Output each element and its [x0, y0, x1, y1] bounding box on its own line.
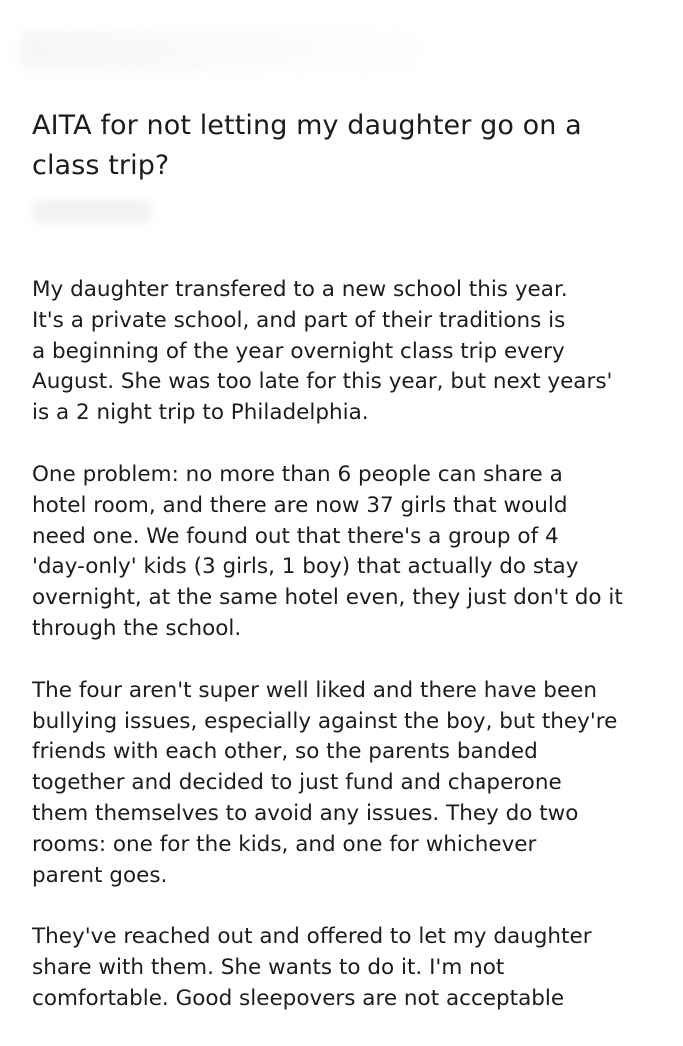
post-paragraph: [32, 676, 664, 892]
body-line: friends with each other, so the parents banded: [32, 739, 538, 765]
body-line: The four aren't super well liked and there have been: [32, 677, 598, 703]
body-line: It's a private school, and part of their traditions is: [32, 307, 566, 333]
post-paragraph: [32, 922, 664, 1014]
body-line: through the school.: [32, 615, 242, 641]
body-line: One problem: no more than 6 people can share a: [32, 461, 563, 487]
body-line: bullying issues, especially against the boy, but they're: [32, 708, 618, 734]
blurred-post-meta: [32, 200, 152, 222]
body-line: parent goes.: [32, 862, 168, 888]
body-line: comfortable. Good sleepovers are not acceptable: [32, 985, 565, 1011]
body-line: rooms: one for the kids, and one for whichever: [32, 831, 537, 857]
body-line: share with them. She wants to do it. I'm not: [32, 955, 505, 981]
body-line: together and decided to just fund and chaperone: [32, 770, 562, 796]
post-title: [32, 106, 662, 186]
body-line: August. She was too late for this year, but next years': [32, 369, 613, 395]
body-line: need one. We found out that there's a group of 4: [32, 523, 559, 549]
body-line: them themselves to avoid any issues. They do two: [32, 800, 579, 826]
body-line: My daughter transfered to a new school this year.: [32, 277, 568, 302]
blurred-header: [20, 30, 420, 70]
post-paragraph: [32, 275, 664, 429]
title-line: AITA for not letting my daughter go on a: [32, 110, 582, 141]
post-body: [32, 275, 664, 1046]
body-line: They've reached out and offered to let my daughter: [32, 924, 592, 950]
body-line: is a 2 night trip to Philadelphia.: [32, 400, 369, 426]
post-paragraph: [32, 460, 664, 645]
body-line: 'day-only' kids (3 girls, 1 boy) that actually do stay: [32, 554, 579, 580]
body-line: hotel room, and there are now 37 girls that would: [32, 492, 568, 518]
body-line: overnight, at the same hotel even, they just don't do it: [32, 585, 623, 611]
title-line: class trip?: [32, 150, 170, 181]
body-line: a beginning of the year overnight class trip every: [32, 338, 565, 364]
